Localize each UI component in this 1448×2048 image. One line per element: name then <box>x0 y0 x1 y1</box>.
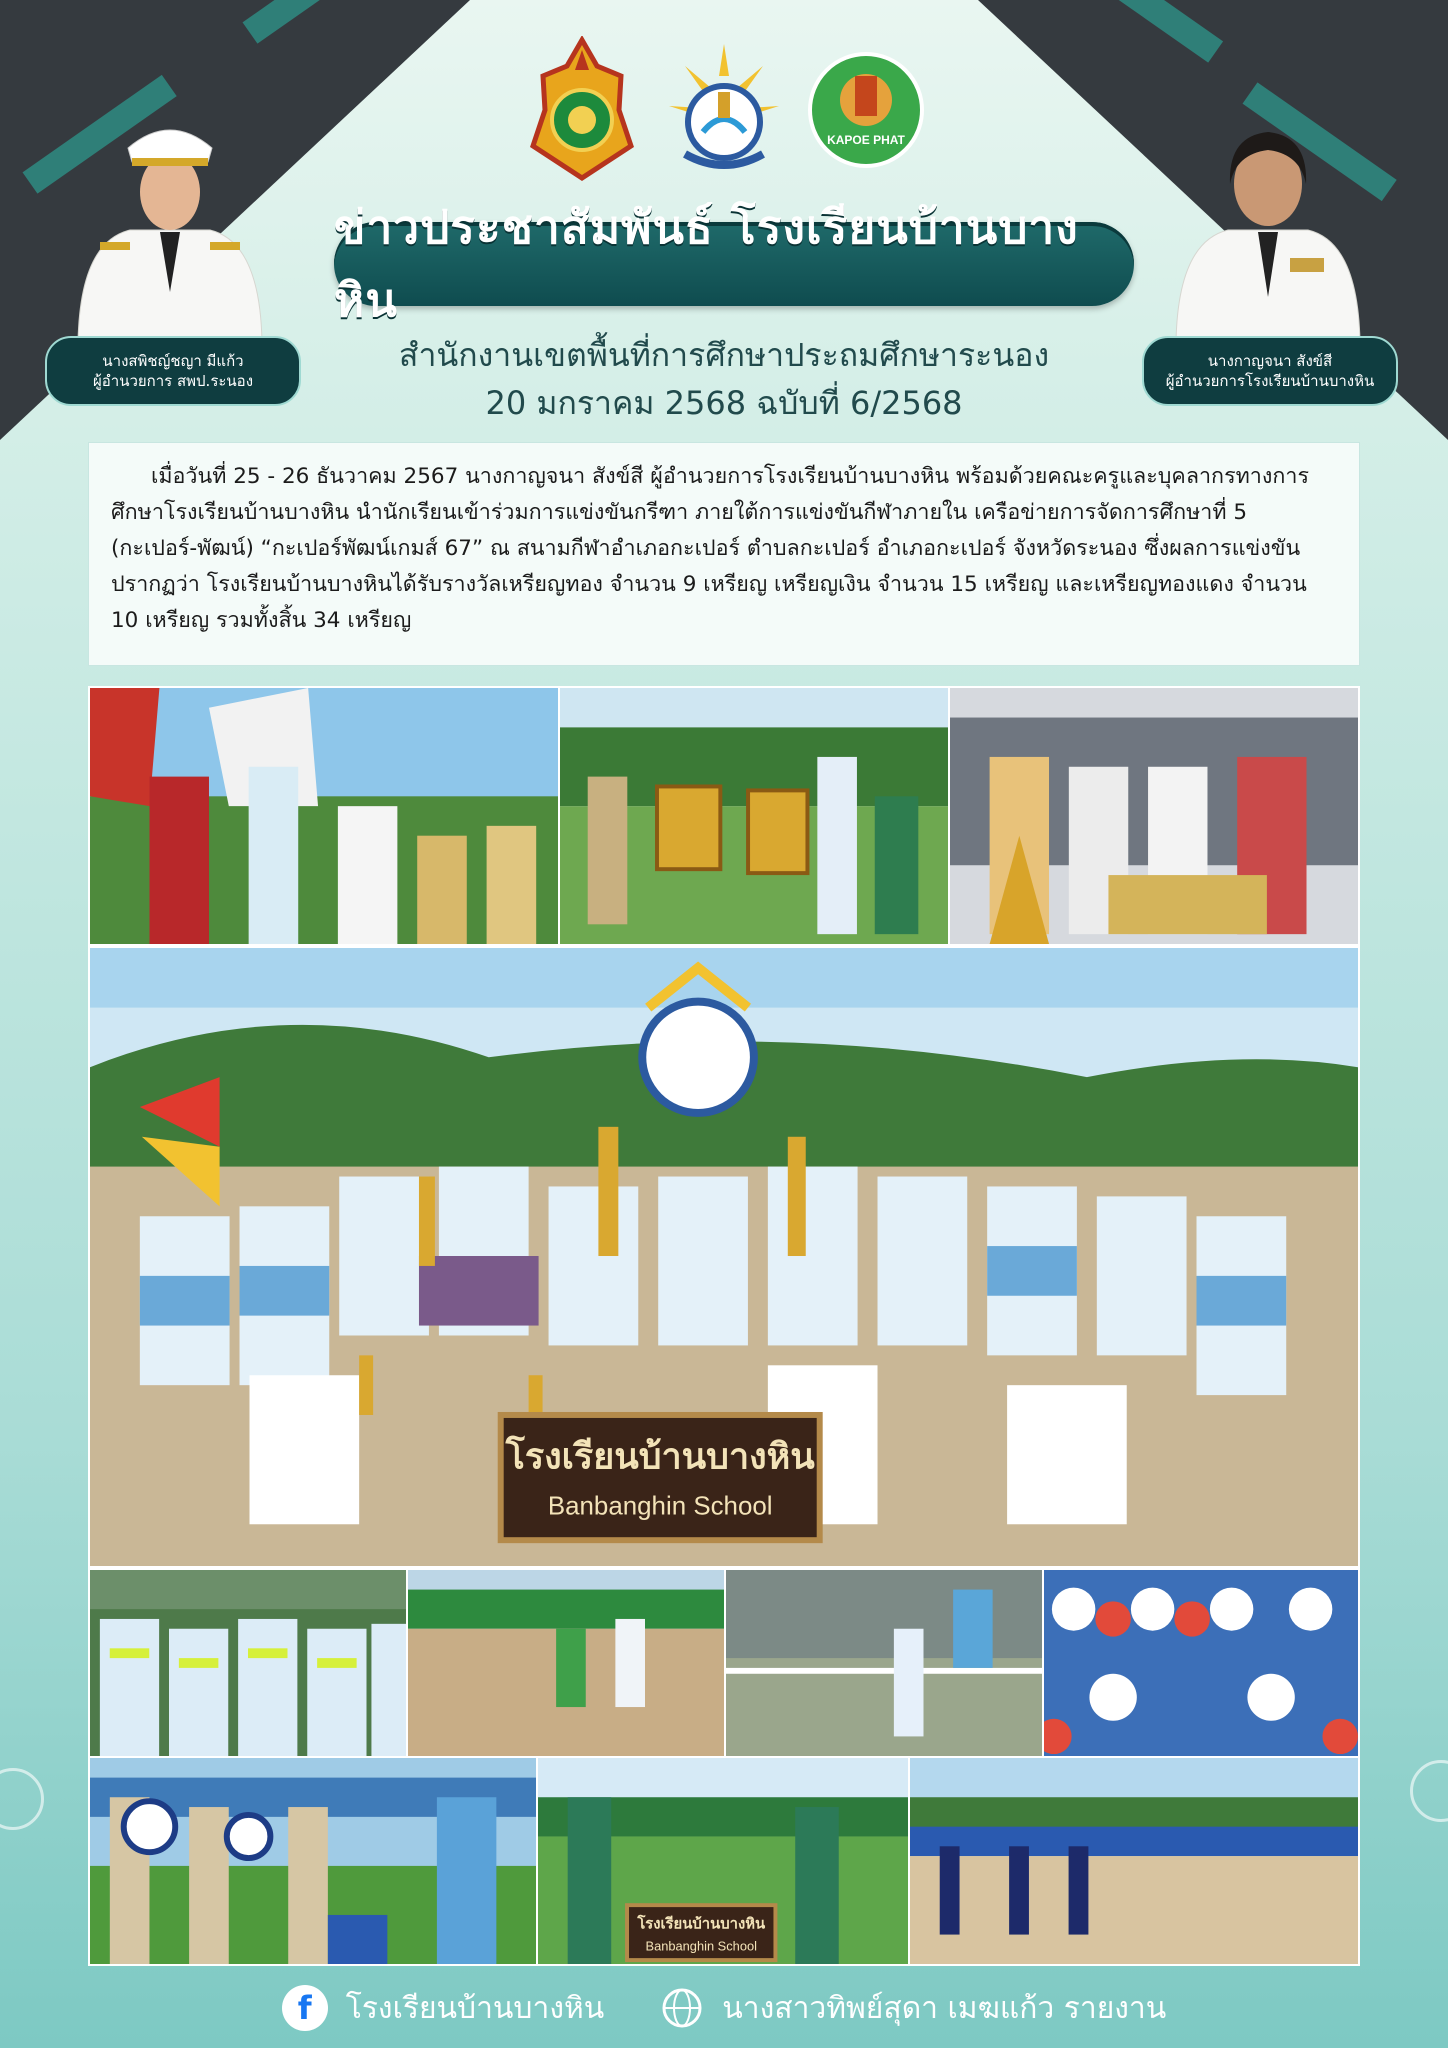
obec-emblem-icon <box>523 36 641 184</box>
svg-text:โรงเรียนบ้านบางหิน: โรงเรียนบ้านบางหิน <box>637 1915 766 1933</box>
globe-icon <box>660 1986 704 2030</box>
photo-finish-line <box>724 1568 1044 1758</box>
article-box <box>88 442 1360 666</box>
kapoe-network-logo-icon <box>665 36 783 184</box>
svg-text:โรงเรียนบ้านบางหิน: โรงเรียนบ้านบางหิน <box>505 1436 815 1478</box>
page-title: ข่าวประชาสัมพันธ์ โรงเรียนบ้านบางหิน <box>334 200 1079 327</box>
left-person-name: นางสพิชญ์ชญา มีแก้ว <box>102 352 244 370</box>
title-banner <box>334 200 1134 327</box>
photo-team-group <box>88 946 1360 1568</box>
decorative-ball-icon <box>0 1768 44 1830</box>
right-person-tag <box>1142 336 1398 406</box>
decorative-ball-icon <box>1410 1760 1448 1822</box>
portrait-right <box>1168 92 1368 342</box>
photo-scout-procession <box>536 1756 910 1966</box>
photo-grandstand-trophies <box>948 686 1360 946</box>
svg-text:KAPOE PHAT: KAPOE PHAT <box>827 133 905 147</box>
portrait-left <box>70 92 270 342</box>
left-person-tag <box>45 336 301 406</box>
facebook-icon: f <box>282 1985 328 2031</box>
photo-athletes-parade <box>88 686 560 946</box>
facebook-page-name: โรงเรียนบ้านบางหิน <box>345 1990 605 2026</box>
right-person-position: ผู้อำนวยการโรงเรียนบ้านบางหิน <box>1165 372 1375 390</box>
footer <box>0 1968 1448 2048</box>
right-person-name: นางกาญจนา สังข์สี <box>1207 352 1333 370</box>
photo-pompom-cheer <box>1042 1568 1360 1758</box>
subtitle-office: สำนักงานเขตพื้นที่การศึกษาประถมศึกษาระนอง <box>398 336 1050 374</box>
article-body: เมื่อวันที่ 25 - 26 ธันวาคม 2567 นางกาญจนา สังข์สี ผู้อำนวยการโรงเรียนบ้านบางหิน พร้อมด้วยคณะครูและบุคลากรทางการศึกษาโรงเรียนบ้านบางหิน นำนักเรียนเข้าร่วมการแข่งขันกรีฑา ภายใต้การแข่งขันกีฬาภายใน เครือข่ายการจัดการศึกษาที่ 5 (กะเปอร์-พัฒน์) “กะเปอร์พัฒน์เกมส์ 67” ณ สนามกีฬาอำเภอกะเปอร์ ตำบลกะเปอร์ อำเภอกะเปอร์ จังหวัดระนอง ซึ่งผลการแข่งขันปรากฏว่า โรงเรียนบ้านบางหินได้รับรางวัลเหรียญทอง จำนวน 9 เหรียญ เหรียญเงิน จำนวน 15 เหรียญ และเหรียญทองแดง จำนวน 10 เหรียญ รวมทั้งสิ้น 34 เหรียญ <box>111 464 1310 633</box>
kapoe-phat-logo-icon <box>807 36 925 184</box>
photo-cheer-squad <box>88 1568 408 1758</box>
photo-drum-band <box>88 1756 538 1966</box>
svg-text:Banbanghin School: Banbanghin School <box>645 1938 757 1954</box>
photo-float-portraits <box>558 686 950 946</box>
subtitle-date: 20 มกราคม 2568 ฉบับที่ 6/2568 <box>485 384 963 422</box>
left-person-position: ผู้อำนวยการ สพป.ระนอง <box>92 372 254 390</box>
photo-stadium-track <box>908 1756 1360 1966</box>
photo-relay-race <box>406 1568 726 1758</box>
reporter-credit: นางสาวทิพย์สุดา เมฆแก้ว รายงาน <box>722 1990 1167 2026</box>
svg-text:Banbanghin School: Banbanghin School <box>547 1492 773 1521</box>
